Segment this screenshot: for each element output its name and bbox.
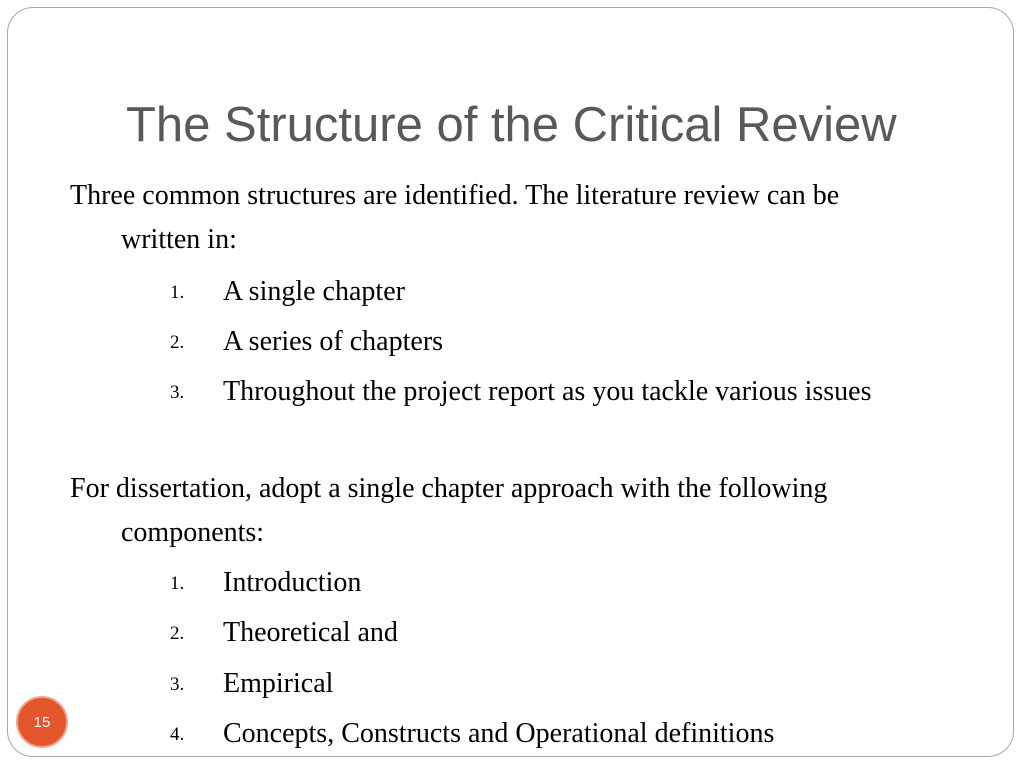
list-text: Theoretical and xyxy=(223,617,398,648)
list-number: 1. xyxy=(170,573,185,594)
intro-paragraph xyxy=(70,174,996,262)
dissertation-line-1: For dissertation, adopt a single chapter approach with the following xyxy=(70,473,828,504)
structure-item xyxy=(170,270,996,314)
dissertation-paragraph xyxy=(70,467,996,555)
list-number: 2. xyxy=(170,623,185,644)
list-number: 3. xyxy=(170,382,185,403)
component-item xyxy=(170,712,996,756)
list-text: A series of chapters xyxy=(223,326,444,357)
list-number: 2. xyxy=(170,332,185,353)
list-number: 1. xyxy=(170,282,185,303)
list-number: 4. xyxy=(170,724,185,745)
intro-line-2: written in: xyxy=(121,224,237,255)
list-text: Throughout the project report as you tackle various issues xyxy=(223,376,872,407)
component-item xyxy=(170,561,996,605)
list-text: Introduction xyxy=(223,567,362,598)
component-item xyxy=(170,662,996,706)
list-number: 3. xyxy=(170,674,185,695)
slide-frame xyxy=(7,7,1014,757)
page-number-badge: 15 xyxy=(16,696,68,748)
list-text: Empirical xyxy=(223,668,334,699)
list-text: Concepts, Constructs and Operational definitions xyxy=(223,718,775,749)
intro-line-1: Three common structures are identified. The literature review can be xyxy=(70,180,840,211)
slide-title: The Structure of the Critical Review xyxy=(126,98,897,152)
dissertation-line-2: components: xyxy=(121,517,265,548)
list-text: A single chapter xyxy=(223,276,405,307)
structure-item xyxy=(170,370,996,414)
component-item xyxy=(170,611,996,655)
structure-item xyxy=(170,320,996,364)
